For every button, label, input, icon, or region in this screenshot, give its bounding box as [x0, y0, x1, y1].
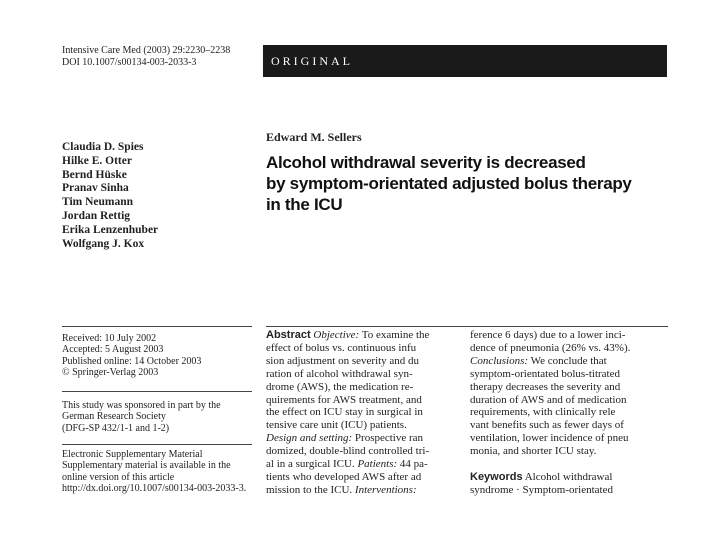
abstract-line: ventilation, lower incidence of pneu	[470, 432, 629, 445]
abstract-line: tensive care unit (ICU) patients.	[266, 419, 407, 432]
abstract-text: mission to the ICU.	[266, 483, 353, 496]
abstract-line: dence of pneumonia (26% vs. 43%).	[470, 341, 631, 354]
abstract-text: Prospective ran	[354, 432, 424, 445]
abstract-line: therapy decreases the severity and	[470, 380, 621, 393]
abstract-line: quirements for AWS treatment, and	[266, 393, 422, 406]
abstract-line: vant benefits such as fewer days of	[470, 419, 624, 432]
divider	[62, 326, 252, 327]
author: Tim Neumann	[62, 196, 134, 209]
objective-label: Objective:	[313, 329, 360, 341]
author: Bernd Hüske	[62, 168, 127, 181]
supplement-line: Electronic Supplementary Material	[62, 449, 203, 460]
abstract-line: effect of bolus vs. continuous infu	[266, 341, 417, 354]
journal-header	[62, 45, 230, 69]
abstract-heading: Abstract	[266, 329, 311, 341]
journal-citation: Intensive Care Med (2003) 29:2230–2238	[62, 45, 231, 56]
author-list	[62, 141, 158, 251]
accepted-date: Accepted: 5 August 2003	[62, 344, 164, 356]
sponsor-line: German Research Society	[62, 411, 166, 423]
received-date: Received: 10 July 2002	[62, 333, 157, 344]
abstract-line: sion adjustment on severity and du	[266, 354, 420, 367]
author: Hilke E. Otter	[62, 154, 132, 167]
abstract-line: duration of AWS and of medication	[470, 393, 627, 406]
author: Erika Lenzenhuber	[62, 223, 159, 236]
abstract-column-1	[266, 329, 458, 499]
sponsor-line: This study was sponsored in part by the	[62, 400, 221, 411]
article-title	[266, 152, 632, 215]
published-date: Published online: 14 October 2003	[62, 355, 202, 367]
patients-label: Patients:	[357, 458, 398, 471]
abstract-column-2	[470, 329, 662, 499]
abstract-line: domized, double-blind controlled tri-	[266, 445, 430, 458]
doi: DOI 10.1007/s00134-003-2033-3	[62, 57, 197, 68]
keywords-label: Keywords	[470, 471, 523, 484]
copyright: © Springer-Verlag 2003	[62, 367, 159, 379]
author: Wolfgang J. Kox	[62, 237, 145, 250]
abstract-text: 44 pa-	[399, 458, 428, 471]
interventions-label: Interventions:	[354, 483, 417, 496]
divider	[266, 326, 668, 327]
abstract-text: al in a surgical ICU.	[266, 458, 355, 471]
keywords-text: Alcohol withdrawal	[524, 471, 613, 484]
sponsor-line: (DFG-SP 432/1-1 and 1-2)	[62, 422, 170, 434]
supplement-line: Supplementary material is available in the	[62, 460, 231, 472]
abstract-line: symptom-orientated bolus-titrated	[470, 367, 620, 380]
abstract-text: We conclude that	[530, 354, 607, 367]
abstract-text: To examine the	[361, 329, 430, 341]
keywords-text: syndrome · Symptom-orientated	[470, 483, 613, 496]
title-line: in the ICU	[266, 195, 343, 214]
last-author: Edward M. Sellers	[266, 130, 362, 144]
divider	[62, 391, 252, 392]
abstract-line: monia, and shorter ICU stay.	[470, 445, 597, 458]
supplement-link[interactable]: http://dx.doi.org/10.1007/s00134-003-2033-3.	[62, 483, 247, 495]
supplement-line: online version of this article	[62, 471, 175, 483]
abstract-line: tients who developed AWS after ad	[266, 470, 422, 483]
dates-block	[62, 333, 201, 379]
title-line: by symptom-orientated adjusted bolus therapy	[266, 174, 632, 193]
abstract-line: ference 6 days) due to a lower inci-	[470, 329, 626, 341]
divider	[62, 444, 252, 445]
abstract-line: the effect on ICU stay in surgical in	[266, 406, 423, 419]
conclusions-label: Conclusions:	[470, 354, 529, 367]
author: Pranav Sinha	[62, 182, 129, 195]
section-label: ORIGINAL	[271, 54, 353, 68]
design-label: Design and setting:	[266, 432, 353, 445]
title-line: Alcohol withdrawal severity is decreased	[266, 153, 586, 172]
author: Claudia D. Spies	[62, 141, 144, 153]
abstract-line: requirements, with clinically rele	[470, 406, 616, 419]
abstract-line: ration of alcohol withdrawal syn-	[266, 367, 413, 380]
sponsor-block	[62, 400, 221, 434]
author: Jordan Rettig	[62, 209, 131, 222]
supplement-block	[62, 449, 246, 495]
section-banner	[263, 45, 667, 77]
abstract-line: drome (AWS), the medication re-	[266, 380, 414, 393]
